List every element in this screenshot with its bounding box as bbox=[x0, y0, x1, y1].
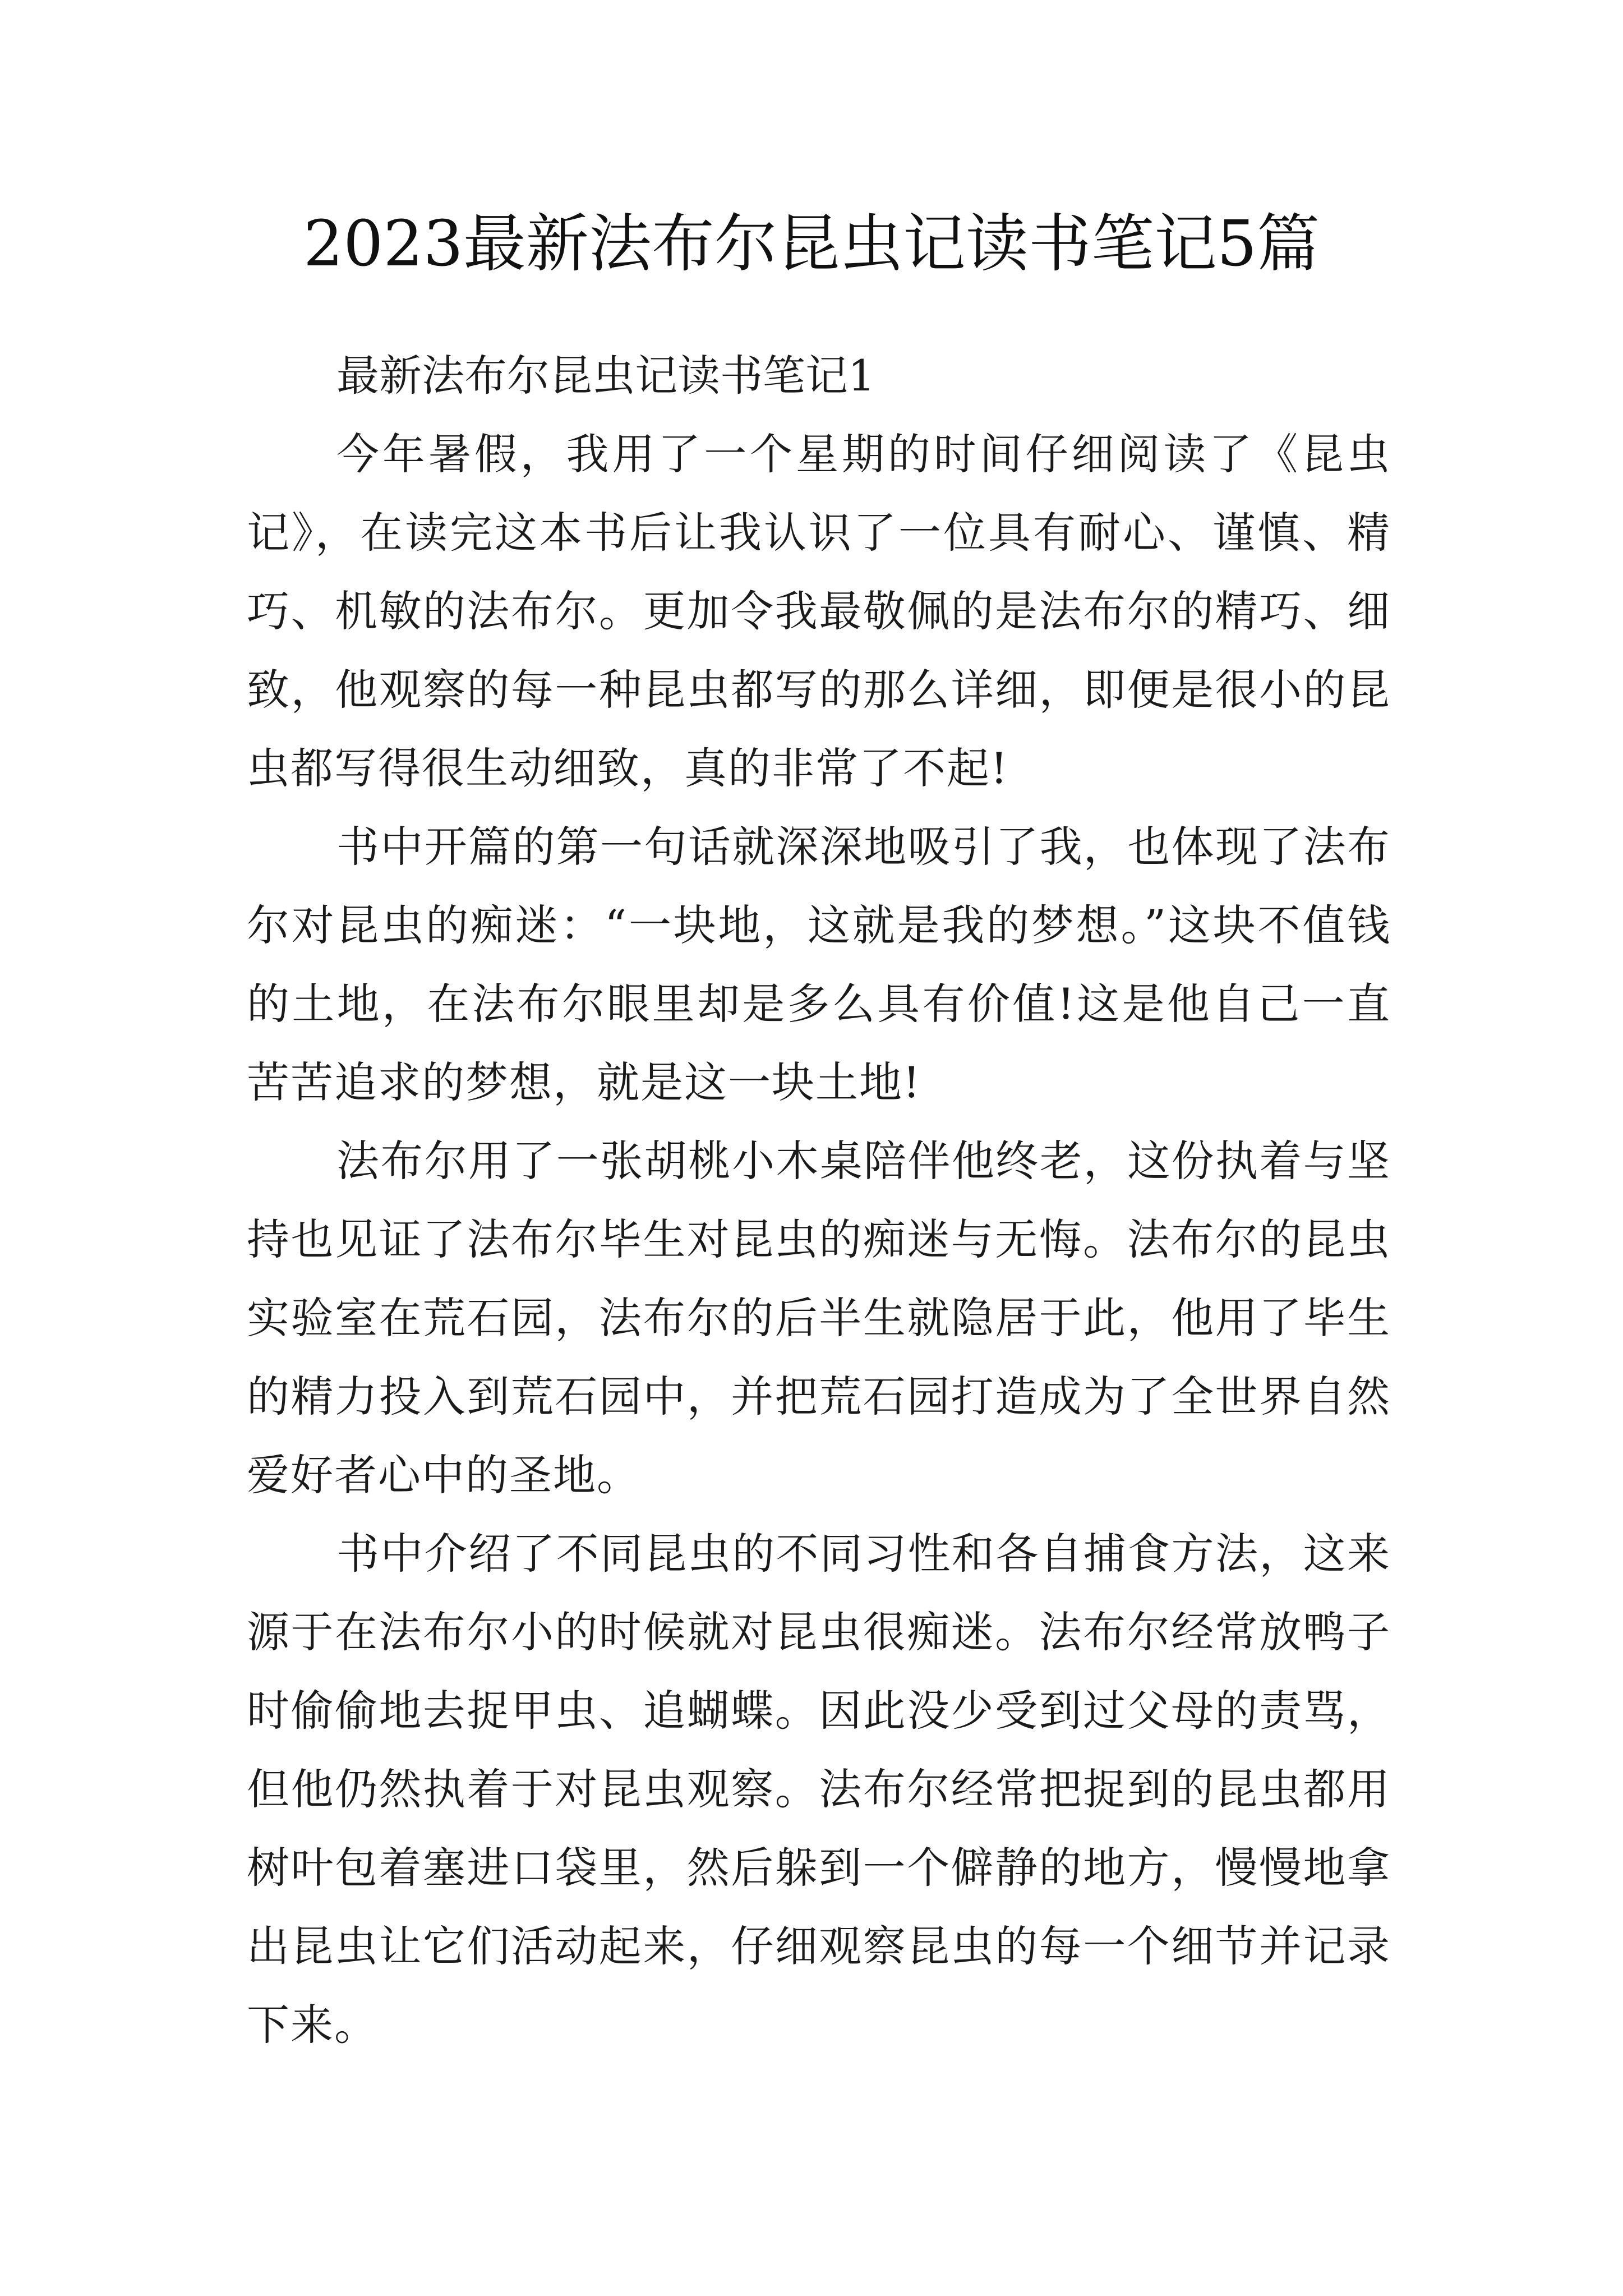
document-title: 2023最新法布尔昆虫记读书笔记5篇 bbox=[303, 208, 1320, 280]
paragraph-1: 今年暑假，我用了一个星期的时间仔细阅读了《昆虫记》，在读完这本书后让我认识了一位具有耐心、谨慎、精巧、机敏的法布尔。更加令我最敬佩的是法布尔的精巧、细致，他观察的每一种昆虫都写的那么详细，即便是很小的昆虫都写得很生动细致，真的非常了不起! bbox=[247, 429, 1391, 793]
paragraph-3: 法布尔用了一张胡桃小木桌陪伴他终老，这份执着与坚持也见证了法布尔毕生对昆虫的痴迷与无悔。法布尔的昆虫实验室在荒石园，法布尔的后半生就隐居于此，他用了毕生的精力投入到荒石园中，并把荒石园打造成为了全世界自然爱好者心中的圣地。 bbox=[247, 1136, 1391, 1500]
section-heading: 最新法布尔昆虫记读书笔记1 bbox=[336, 351, 875, 401]
document-body bbox=[247, 337, 1391, 2064]
paragraph-2: 书中开篇的第一句话就深深地吸引了我，也体现了法布尔对昆虫的痴迷：“一块地，这就是我的梦想。”这块不值钱的土地，在法布尔眼里却是多么具有价值!这是他自己一直苦苦追求的梦想，就是这一块土地! bbox=[247, 822, 1391, 1107]
paragraph-4: 书中介绍了不同昆虫的不同习性和各自捕食方法，这来源于在法布尔小的时候就对昆虫很痴迷。法布尔经常放鸭子时偷偷地去捉甲虫、追蝴蝶。因此没少受到过父母的责骂，但他仍然执着于对昆虫观察。法布尔经常把捉到的昆虫都用树叶包着塞进口袋里，然后躲到一个僻静的地方，慢慢地拿出昆虫让它们活动起来，仔细观察昆虫的每一个细节并记录下来。 bbox=[247, 1529, 1391, 2050]
